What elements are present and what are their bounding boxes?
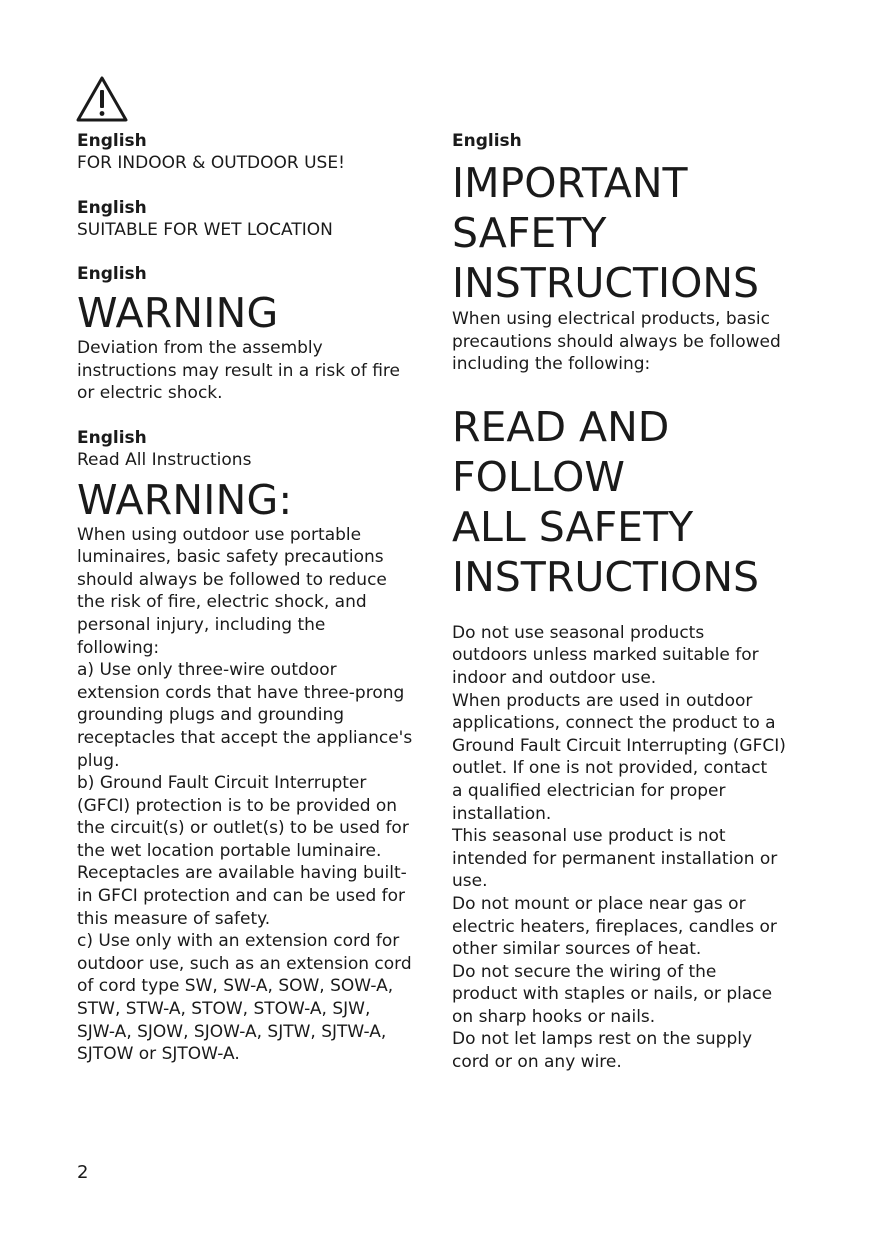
assembly-deviation-text: Deviation from the assembly instructions may result in a risk of fire or electric shock. (77, 338, 401, 404)
warning-triangle-icon (75, 75, 129, 123)
right-column (452, 130, 802, 1074)
language-label: English (77, 131, 147, 151)
language-label: English (452, 131, 522, 151)
warning-heading: WARNING (77, 289, 279, 338)
language-label: English (77, 264, 147, 285)
read-and-follow-heading: READ AND FOLLOW ALL SAFETY INSTRUCTIONS (452, 402, 760, 601)
warning-colon-heading: WARNING: (77, 475, 293, 524)
wet-location-text: SUITABLE FOR WET LOCATION (77, 219, 333, 240)
seasonal-product-safety-text: Do not use seasonal products outdoors unless marked suitable for indoor and outdoor use. When products are used in outdoor applications, connect the product to a Ground Fault Circuit Interrupting (GFCI) outlet. If one is not provided, contact a qualified electrician for proper installation. This seasonal use product is not intended for permanent installation or use. Do not mount or place near gas or electric heaters, fireplaces, candles or other similar sources of heat. Do not secure the wiring of the product with staples or nails, or place on sharp hooks or nails. Do not let lamps rest on the supply cord or on any wire. (452, 622, 786, 1073)
electrical-precautions-text: When using electrical products, basic precautions should always be followed including the following: (452, 309, 781, 375)
outdoor-luminaire-safety-text: When using outdoor use portable luminaires, basic safety precautions should always be followed to reduce the risk of fire, electric shock, and personal injury, including the following: a) Use only three-wire outdoor extension cords that have three-prong grounding plugs and grounding receptacles that accept the appliance's plug. b) Ground Fault Circuit Interrupter (GFCI) protection is to be provided on the circuit(s) or outlet(s) to be used for the wet location portable luminaire. Receptacles are available having built- in GFCI protection and can be used for this measure of safety. c) Use only with an extension cord for outdoor use, such as an extension cord of cord type SW, SW-A, SOW, SOW-A, STW, STW-A, STOW, STOW-A, SJW, SJW-A, SJOW, SJOW-A, SJTW, SJTW-A, SJTOW or SJTOW-A. (77, 524, 413, 1065)
important-safety-instructions-heading: IMPORTANT SAFETY INSTRUCTIONS (452, 159, 760, 307)
language-label: English (77, 197, 147, 218)
indoor-outdoor-use-text: FOR INDOOR & OUTDOOR USE! (77, 153, 345, 173)
read-instructions-text: Read All Instructions (77, 449, 252, 470)
left-column (77, 130, 429, 1066)
language-label: English (77, 427, 147, 448)
page-number: 2 (77, 1162, 89, 1183)
